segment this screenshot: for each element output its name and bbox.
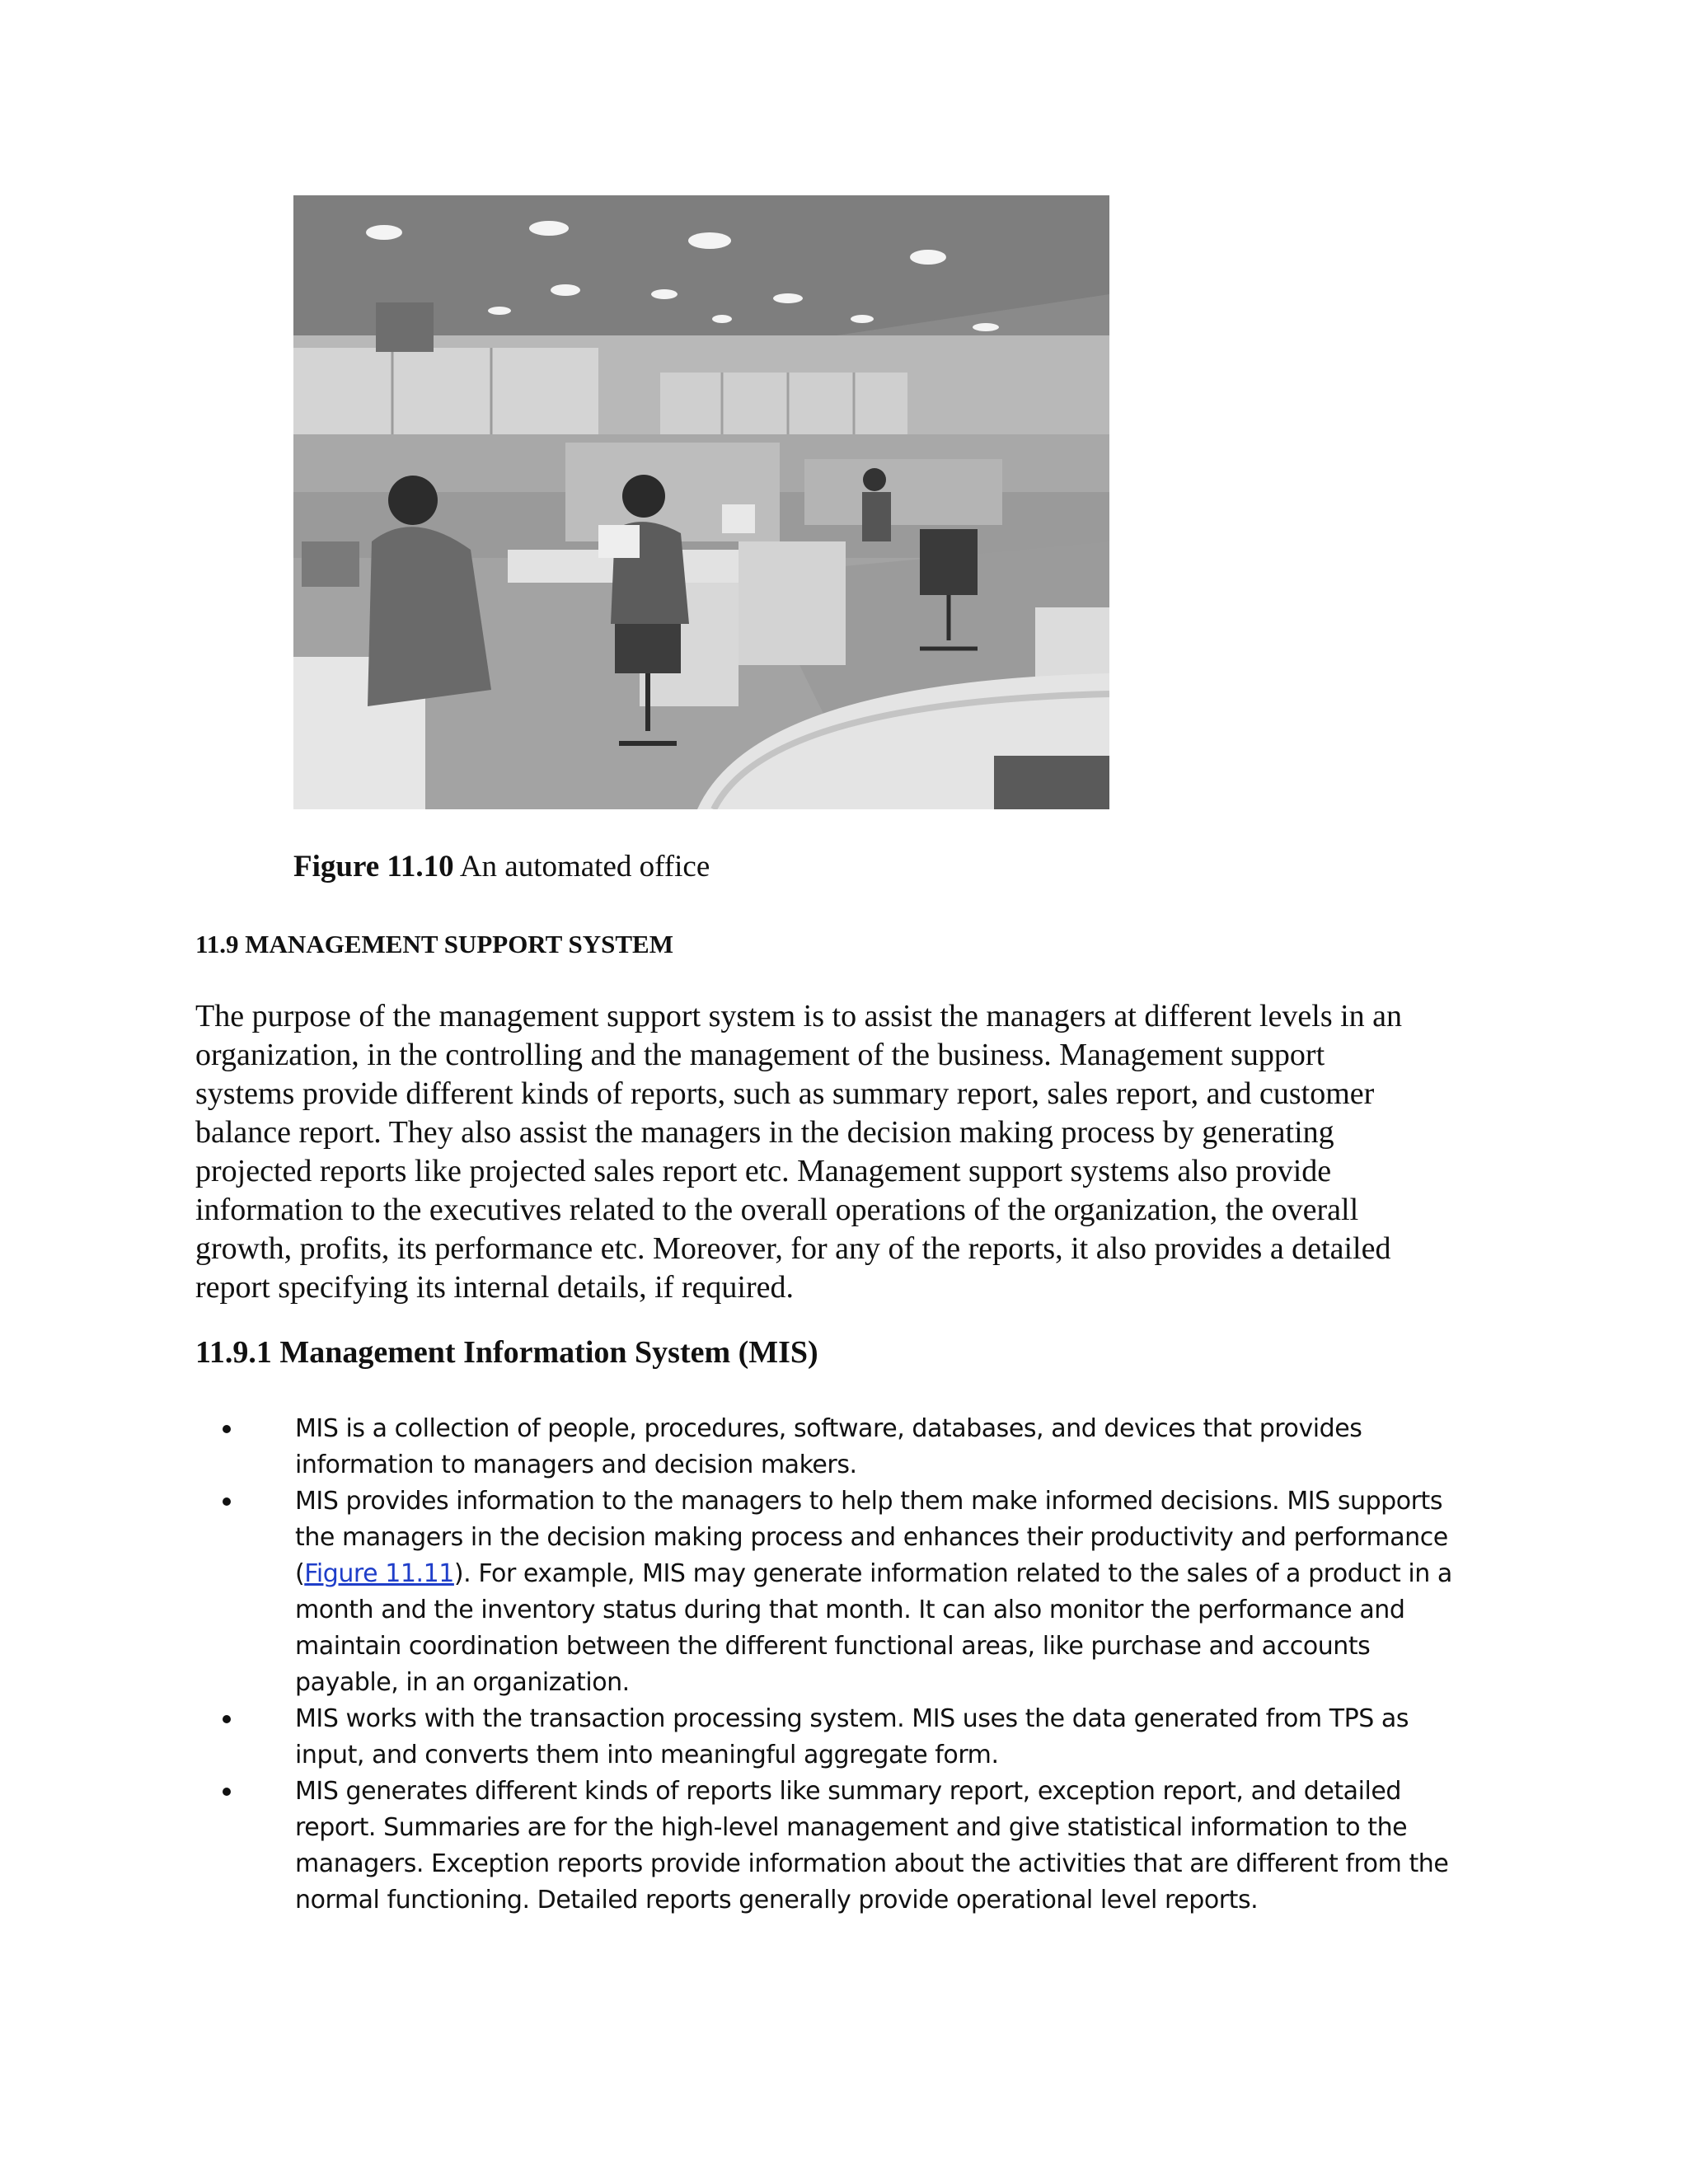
bullet-line: payable, in an organization. [295,1668,630,1697]
mis-bullet-list [221,1411,1507,1919]
bullet-line: input, and converts them into meaningful aggregate form. [295,1741,999,1769]
list-item [221,1701,1507,1774]
bullet-icon [223,1497,231,1506]
bullet-line: information to managers and decision makers. [295,1451,857,1479]
bullet-line: managers. Exception reports provide information about the activities that are different from the [295,1849,1449,1878]
bullet-line: month and the inventory status during that month. It can also monitor the performance and [295,1596,1405,1624]
paragraph-line: information to the executives related to the overall operations of the organization, the overall [195,1193,1359,1227]
section-heading: 11.9 MANAGEMENT SUPPORT SYSTEM [195,930,673,958]
bullet-text: ( [295,1559,305,1588]
bullet-line: MIS provides information to the managers to help them make informed decisions. MIS supports [295,1487,1443,1516]
bullet-line: MIS generates different kinds of reports like summary report, exception report, and detailed [295,1777,1401,1806]
bullet-line: the managers in the decision making process and enhances their productivity and performance [295,1523,1448,1552]
paragraph-line: projected reports like projected sales report etc. Management support systems also provide [195,1154,1332,1188]
bullet-line: MIS is a collection of people, procedures, software, databases, and devices that provides [295,1414,1362,1443]
list-item [221,1411,1507,1483]
section-paragraph [195,997,1506,1307]
bullet-line [295,1556,1507,1592]
paragraph-line: report specifying its internal details, if required. [195,1270,794,1305]
paragraph-line: systems provide different kinds of reports, such as summary report, sales report, and customer [195,1076,1375,1111]
bullet-line: maintain coordination between the different functional areas, like purchase and accounts [295,1632,1371,1661]
list-item [221,1483,1507,1701]
figure-photo-automated-office [293,195,1109,809]
list-item [221,1774,1507,1919]
paragraph-line: organization, in the controlling and the management of the business. Management support [195,1038,1325,1072]
figure-label: Figure 11.10 [293,850,454,883]
bullet-icon [223,1425,231,1433]
figure-caption [293,849,710,885]
bullet-line: MIS works with the transaction processing system. MIS uses the data generated from TPS as [295,1704,1409,1733]
paragraph-line: growth, profits, its performance etc. Moreover, for any of the reports, it also provides a detailed [195,1231,1391,1266]
subsection-heading: 11.9.1 Management Information System (MIS) [195,1335,818,1370]
bullet-line: report. Summaries are for the high-level management and give statistical information to the [295,1813,1408,1842]
bullet-icon [223,1788,231,1796]
bullet-icon [223,1715,231,1723]
figure-11-11-link[interactable]: Figure 11.11 [304,1559,454,1588]
paragraph-line: balance report. They also assist the managers in the decision making process by generating [195,1115,1334,1150]
paragraph-line: The purpose of the management support system is to assist the managers at different levels in an [195,999,1403,1033]
bullet-line: normal functioning. Detailed reports generally provide operational level reports. [295,1886,1259,1915]
bullet-text: ). For example, MIS may generate information related to the sales of a product in a [453,1559,1452,1588]
figure-caption-text: An automated office [459,850,710,883]
